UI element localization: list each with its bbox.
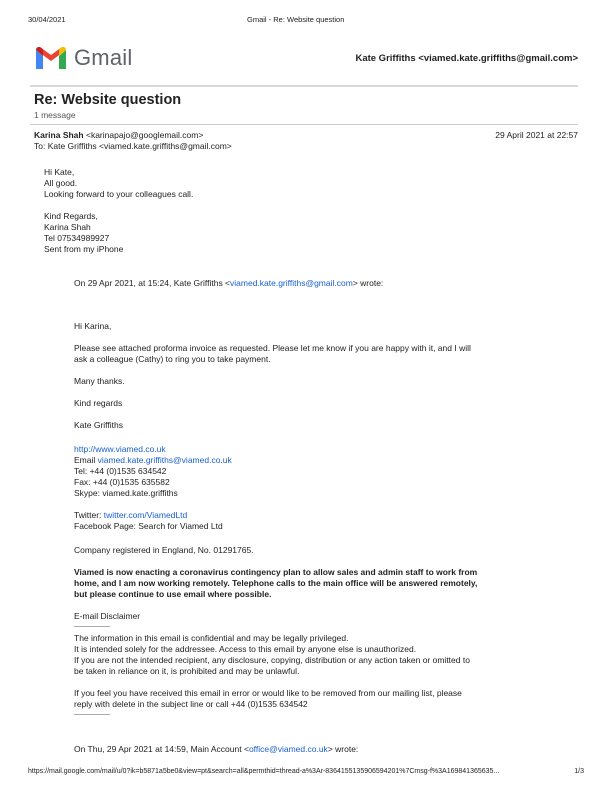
account-label: Kate Griffiths <viamed.kate.griffiths@gmail.com> (355, 53, 578, 64)
office-email-link[interactable]: office@viamed.co.uk (248, 744, 328, 754)
disclaimer-divider: ------------------ (74, 624, 110, 630)
signature-fax: Fax: +44 (0)1535 635582 (74, 477, 170, 487)
signature-email: Email viamed.kate.griffiths@viamed.co.uk (74, 455, 232, 465)
thread-subject: Re: Website question (34, 92, 182, 108)
body-spacer (44, 200, 193, 211)
sender (34, 130, 203, 140)
message-count: 1 message (34, 110, 76, 120)
body-line: Kind Regards, (44, 211, 98, 221)
quote-sender-link[interactable]: viamed.kate.griffiths@gmail.com (230, 278, 353, 288)
page-number: 1/3 (574, 768, 584, 775)
quote-thanks: Many thanks. (74, 376, 125, 386)
covid-notice: Viamed is now enacting a coronavirus contingency plan to allow sales and admin staff to work from home, and I am now working remotely. Telephone calls to the main office will be answered remotely, but please continue to use email where possible. (74, 567, 478, 599)
quote-paragraph: Please see attached proforma invoice as requested. Please let me know if you are happy with it, and I will ask a colleague (Cathy) to ring you to take payment. (74, 343, 471, 364)
body-line: Tel 07534989927 (44, 233, 110, 243)
signature-twitter: Twitter: twitter.com/ViamedLtd (74, 510, 188, 520)
signature-contacts (74, 444, 232, 499)
email-disclaimer: E-mail Disclaimer ------------------ The information in this email is confidential and may be legally privileged. It is intended solely for the addressee. Access to this email by anyone else is unauthorized. If you are not the intended recipient, any disclosure, copying, distribution or any action taken or omitted to be taken in reliance on it, is prohibited and may be unlawful. If you feel you have received this email in error or would like to be removed from our mailing list, please reply with delete in the subject line or call +44 (0)1535 634542 ------------------ (74, 611, 470, 721)
body-line: Looking forward to your colleagues call. (44, 189, 194, 199)
company-registration: Company registered in England, No. 01291765. (74, 545, 254, 555)
recipient: To: Kate Griffiths <viamed.kate.griffiths@gmail.com> (34, 141, 232, 151)
signature-name: Kate Griffiths (74, 420, 123, 430)
sender-name: Karina Shah (34, 130, 84, 140)
message-timestamp: 29 April 2021 at 22:57 (495, 130, 578, 140)
print-url: https://mail.google.com/mail/u/0?ik=b5871a5be0&view=pt&search=all&permthid=thread-a%3Ar-8364155135906594201%7Cmsg-f%3A169841365635... (28, 768, 500, 775)
print-date: 30/04/2021 (28, 15, 66, 24)
signature-tel: Tel: +44 (0)1535 634542 (74, 466, 167, 476)
gmail-m-icon (36, 47, 66, 69)
signature-skype: Skype: viamed.kate.griffiths (74, 488, 178, 498)
gmail-logo[interactable] (36, 45, 132, 71)
website-link[interactable]: http://www.viamed.co.uk (74, 444, 166, 454)
print-title: Gmail - Re: Website question (247, 15, 345, 24)
gmail-wordmark: Gmail (74, 45, 133, 70)
quote-regards: Kind regards (74, 398, 123, 408)
body-line: Sent from my iPhone (44, 244, 124, 254)
twitter-link[interactable]: twitter.com/ViamedLtd (103, 510, 188, 520)
signature-social (74, 510, 223, 532)
quote-intro-2: On Thu, 29 Apr 2021 at 14:59, Main Account <office@viamed.co.uk> wrote: (74, 744, 359, 754)
email-link[interactable]: viamed.kate.griffiths@viamed.co.uk (97, 455, 232, 465)
sender-email: <karinapajo@googlemail.com> (85, 130, 204, 140)
subject-divider (30, 124, 578, 125)
body-line: Karina Shah (44, 222, 91, 232)
signature-facebook: Facebook Page: Search for Viamed Ltd (74, 521, 223, 531)
disclaimer-title: E-mail Disclaimer (74, 611, 141, 621)
body-line: Hi Kate, (44, 167, 75, 177)
disclaimer-divider: ------------------ (74, 712, 110, 718)
message-body (44, 167, 193, 255)
body-line: All good. (44, 178, 78, 188)
quote-greeting: Hi Karina, (74, 321, 112, 331)
quote-intro: On 29 Apr 2021, at 15:24, Kate Griffiths <viamed.kate.griffiths@gmail.com> wrote: (74, 278, 384, 288)
header-divider (30, 85, 578, 87)
